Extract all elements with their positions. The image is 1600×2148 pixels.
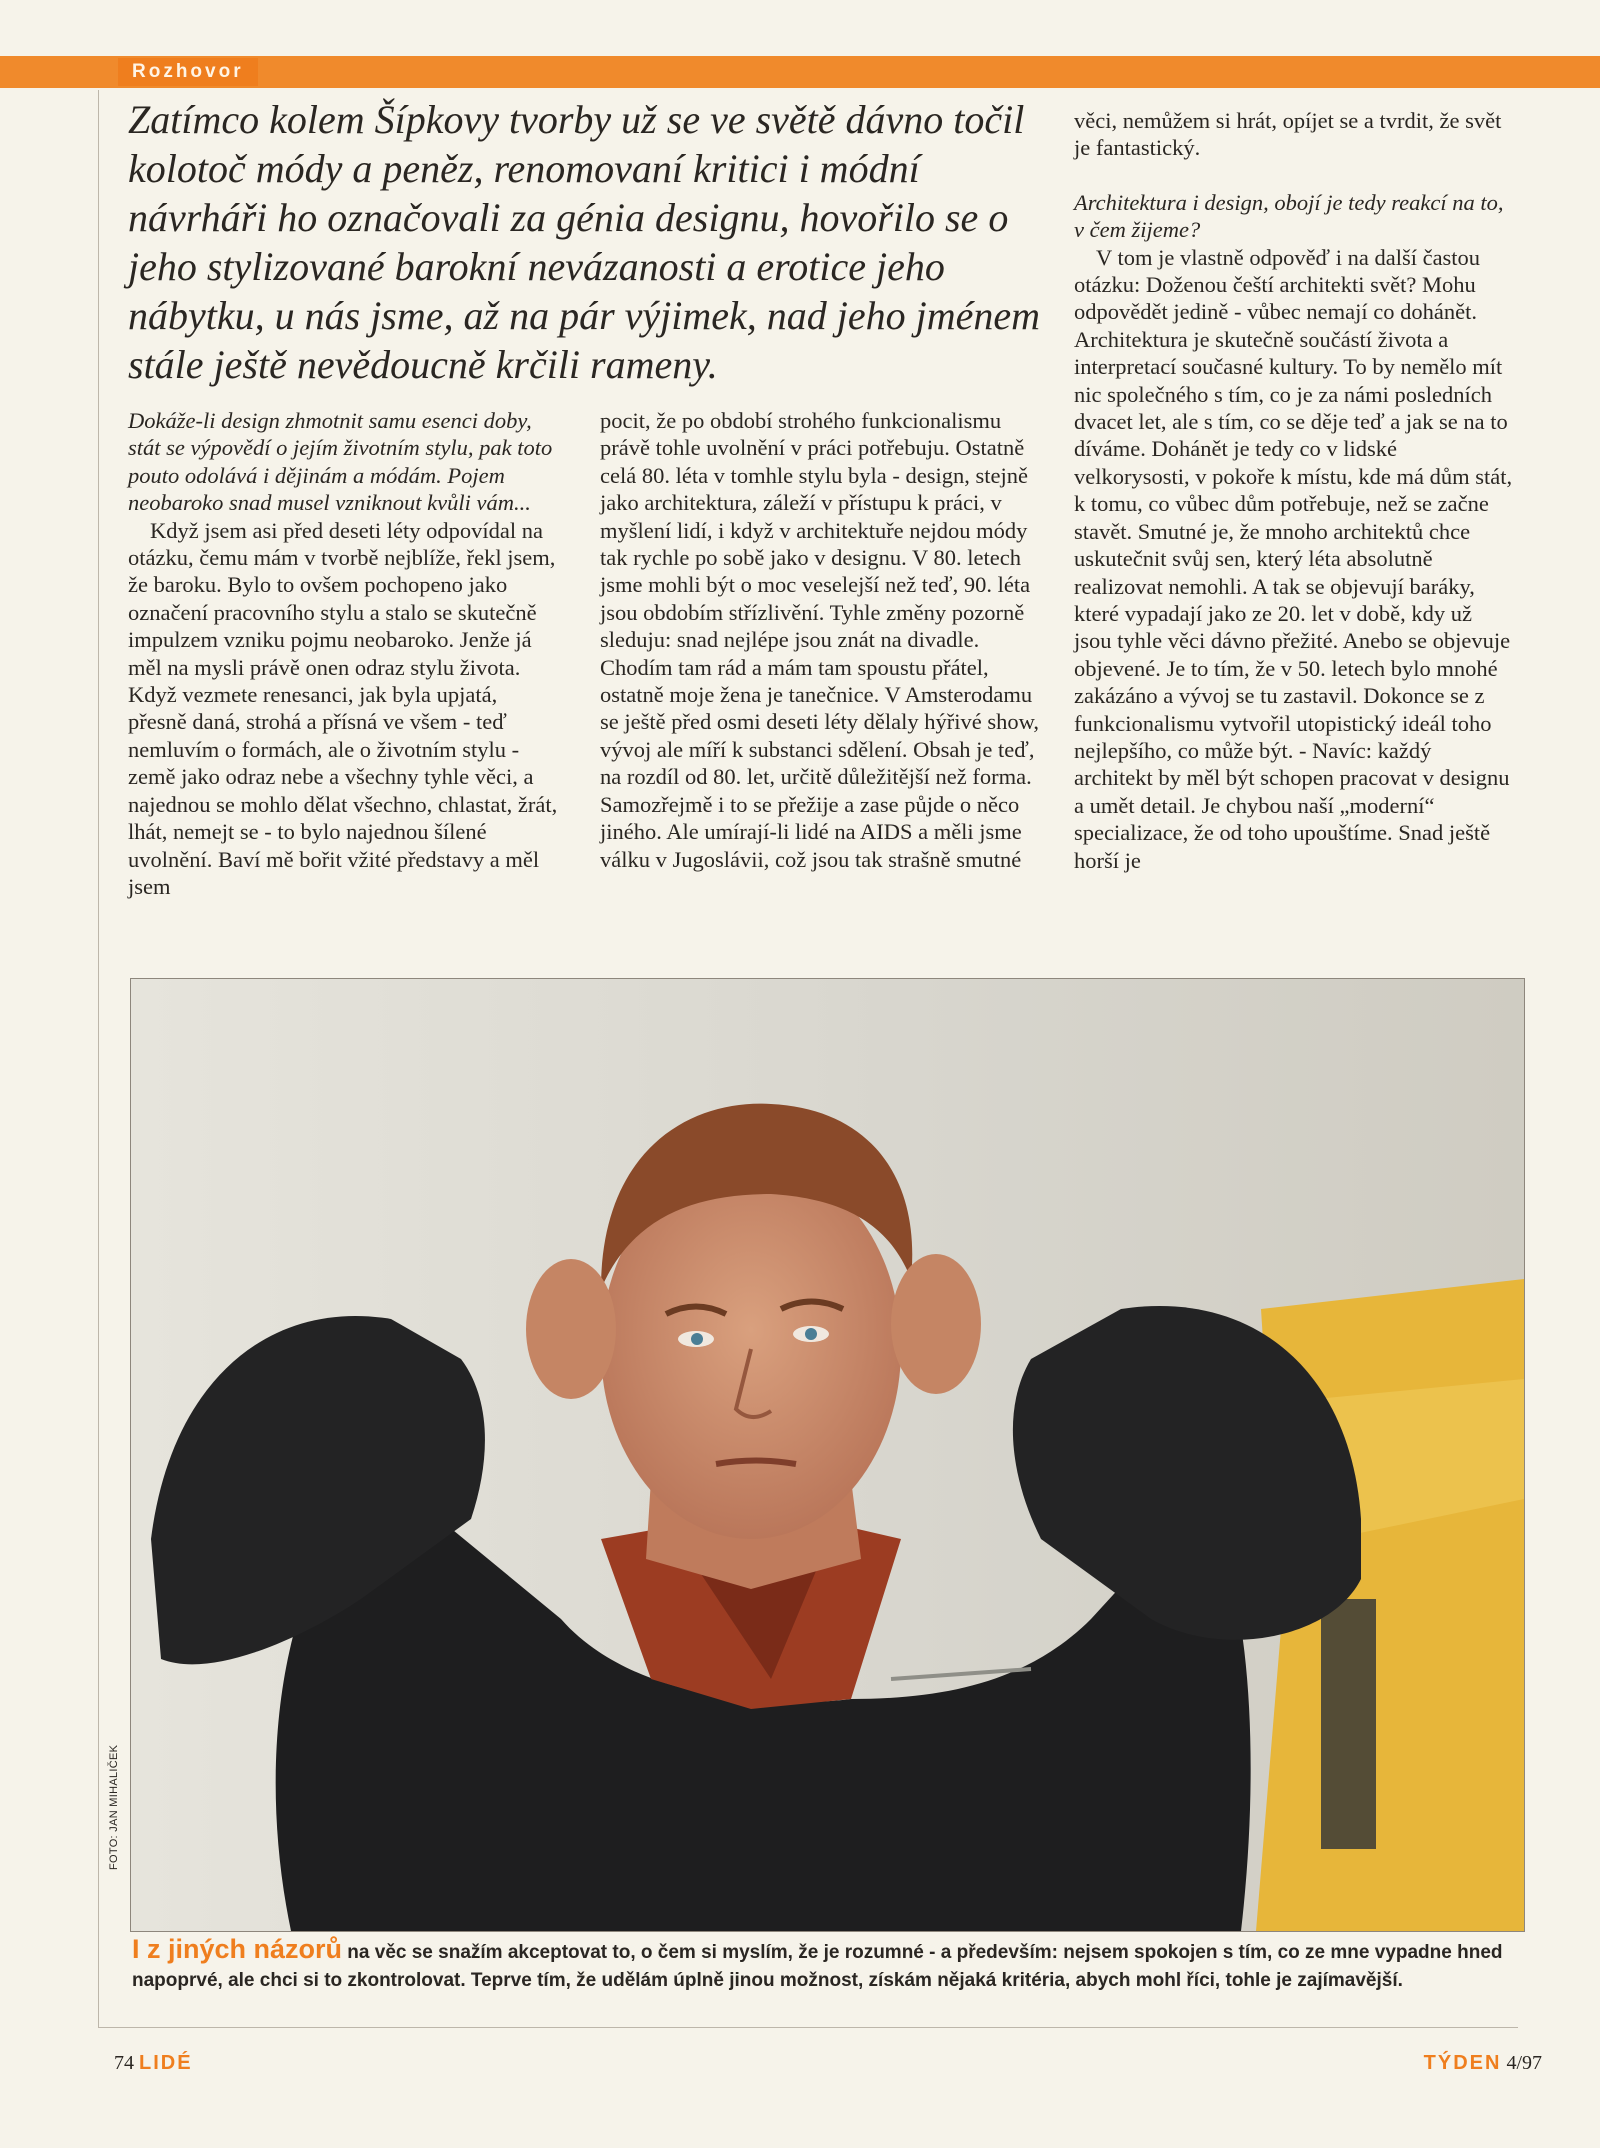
magazine-name: TÝDEN	[1423, 2052, 1502, 2074]
interview-question-2: Architektura i design, obojí je tedy reakcí na to, v čem žijeme?	[1074, 189, 1504, 243]
lead-text: Zatímco kolem Šípkovy tvorby už se ve světě dávno točil kolotoč módy a peněz, renomovaní kritici i módní návrháři ho označovali za génia designu, hovořilo se o jeho stylizované barokní nevázanosti a erotice jeho nábytku, u nás jsme, až na pár výjimek, nad jeho jménem stále ještě nevědoucně krčili rameny.	[128, 97, 1041, 387]
section-bar	[0, 56, 1600, 88]
section-brand: LIDÉ	[139, 2052, 193, 2074]
folio-right	[1424, 2052, 1542, 2075]
left-rule	[98, 90, 99, 2028]
answer-text-1: Když jsem asi před deseti léty odpovídal na otázku, čemu mám v tvorbě nejblíže, řekl jsem, že baroku. Bylo to ovšem pochopeno jako označení pracovního stylu a stalo se skutečně impulzem vzniku pojmu neobaroko. Jenže já měl na mysli právě onen odraz stylu života. Když vezmete renesanci, jak byla upjatá, přesně daná, strohá a přísná ve všem - teď nemluvím o formách, ale o životním stylu - země jako odraz nebe a všechny tyhle věci, a najednou se mohlo dělat všechno, chlastat, žrát, lhát, nemejt se - to bylo najednou šílené uvolnění. Baví mě bořit vžité představy a měl jsem	[128, 517, 558, 899]
portrait-photo	[130, 978, 1525, 1932]
portrait-illustration	[131, 979, 1524, 1931]
answer-text-2: pocit, že po období strohého funkcionalismu právě tohle uvolnění v práci potřebuju. Ostatně celá 80. léta v tomhle stylu byla - design, stejně jako architektura, záleží v přístupu k práci, v myšlení lidí, i když v architektuře nejdou módy tak rychle po sobě jako v designu. V 80. letech jsme mohli být o moc veselejší než teď, 90. léta jsou obdobím střízlivění. Tyhle změny pozorně sleduju: snad nejlépe jsou znát na divadle. Chodím tam rád a mám tam spoustu přátel, ostatně moje žena je tanečnice. V Amsterodamu se ještě před osmi deseti léty dělaly hýřivé show, vývoj ale míří k substanci sdělení. Obsah je teď, na rozdíl od 80. let, určitě důležitější než forma. Samozřejmě i to se přežije a zase půjde o něco jiného. Ale umírají-li lidé na AIDS a měli jsme válku v Jugoslávii, což jsou tak strašně smutné	[600, 408, 1040, 872]
bottom-rule	[98, 2027, 1518, 2028]
folio-left	[114, 2052, 193, 2075]
article-lead	[128, 95, 1058, 389]
section-label: Rozhovor	[118, 58, 258, 86]
issue-number: 4/97	[1506, 2052, 1542, 2074]
column-1	[128, 407, 558, 900]
answer-text-3b: V tom je vlastně odpověď i na další častou otázku: Doženou čeští architekti svět? Mohu odpovědět jedině - vůbec nemají co dohánět. Architektura je skutečně součástí života a interpretací současné kultury. To by nemělo mít nic společného s tím, co je za námi posledních dvacet let, ale s tím, co se děje teď a jak se na to díváme. Dohánět je tedy co v lidské velkorysosti, v pokoře k místu, kde má dům stát, k tomu, co vůbec dům potřebuje, než se začne stavět. Smutné je, že mnoho architektů chce uskutečnit svůj sen, který léta absolutně realizovat nemohli. A tak se objevují baráky, které vypadají jako ze 20. let v době, kdy už jsou tyhle věci dávno přežité. Anebo se objevuje objevené. Je to tím, že v 50. letech bylo mnohé zakázáno a vývoj se tu zastavil. Dokonce se z funkcionalismu vytvořil utopistický ideál toho nejlepšího, co může být. - Navíc: každý architekt by měl být schopen pracovat v designu a umět detail. Je chybou naší „moderní“ specializace, že od toho upouštíme. Snad ještě horší je	[1074, 244, 1513, 873]
page-number: 74	[114, 2052, 134, 2074]
photo-credit: FOTO: JAN MIHALIČEK	[108, 1744, 120, 1870]
interview-question-1: Dokáže-li design zhmotnit samu esenci doby, stát se výpovědí o jejím životním stylu, pak toto pouto odolává i dějinám a módám. Pojem neobaroko snad musel vzniknout kvůli vám...	[128, 408, 553, 516]
column-2	[600, 407, 1040, 873]
column-3	[1074, 107, 1514, 874]
photo-caption	[132, 1935, 1522, 1995]
answer-text-3a: věci, nemůžem si hrát, opíjet se a tvrdit, že svět je fantastický.	[1074, 108, 1502, 161]
caption-text: na věc se snažím akceptovat to, o čem si myslím, že je rozumné - a především: nejsem spokojen s tím, co ze mne vypadne hned napoprvé, ale chci si to zkontrolovat. Teprve tím, že udělám úplně jinou možnost, získám nějaká kritéria, abych mohl říci, tohle je zajímavější.	[132, 1942, 1503, 1991]
caption-lead: I z jiných názorů	[132, 1934, 343, 1964]
